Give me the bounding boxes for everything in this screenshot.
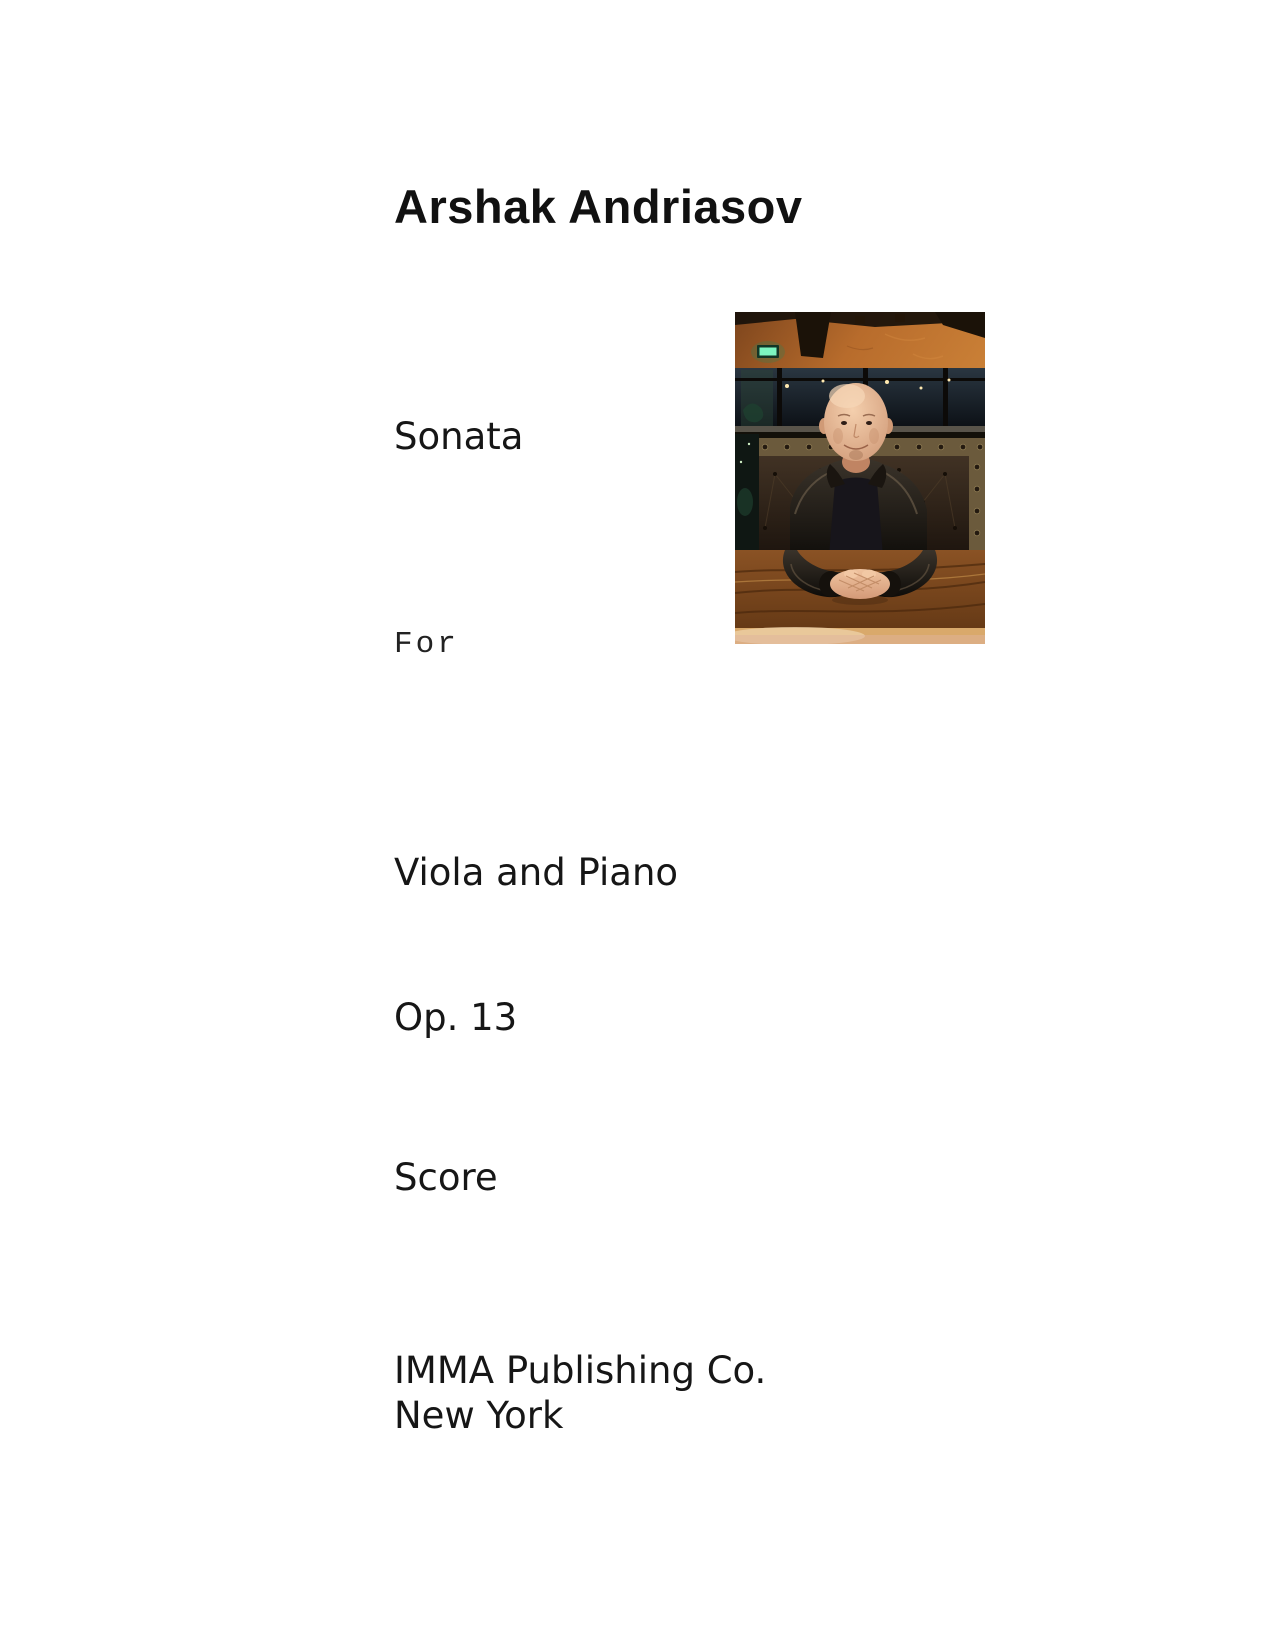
glass-door-column	[735, 434, 759, 550]
composer-portrait-photo	[735, 312, 985, 644]
composer-portrait-illustration	[735, 312, 985, 644]
clasped-hands	[830, 569, 890, 599]
publisher-block	[394, 1348, 766, 1438]
publisher-city: New York	[394, 1394, 564, 1437]
opus-number: Op. 13	[394, 996, 518, 1039]
for-label: For	[394, 627, 459, 662]
edition-label: Score	[394, 1156, 498, 1199]
exit-sign	[751, 341, 785, 363]
composer-name: Arshak Andriasov	[394, 180, 803, 234]
publisher-name: IMMA Publishing Co.	[394, 1349, 767, 1392]
work-genre: Sonata	[394, 415, 524, 458]
instrumentation: Viola and Piano	[394, 851, 679, 894]
